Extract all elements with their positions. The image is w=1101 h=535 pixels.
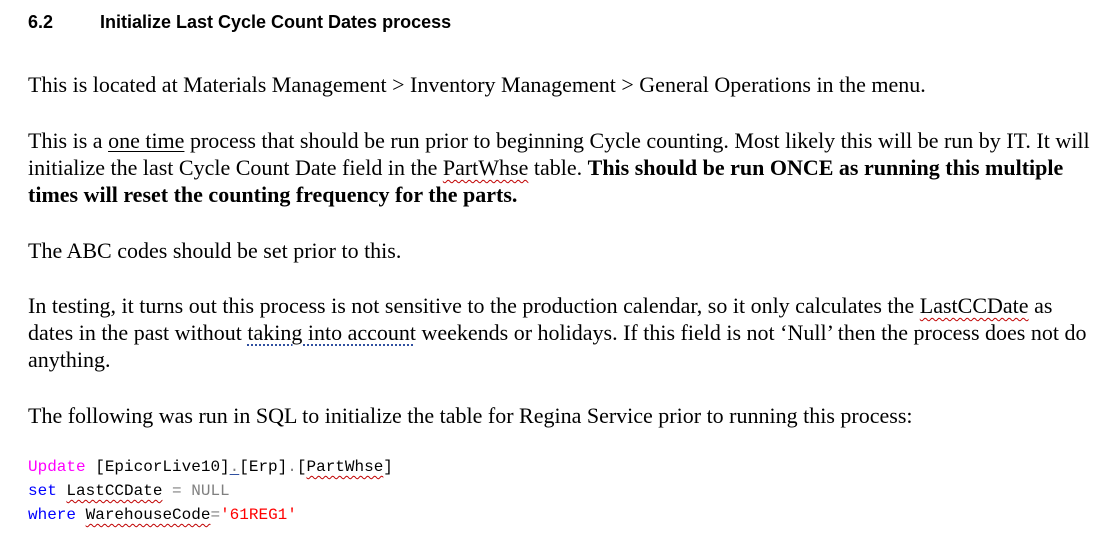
- paragraph-testing-notes: [28, 292, 1098, 373]
- sql-operator: =: [162, 482, 192, 500]
- sql-keyword: Update: [28, 458, 86, 476]
- sql-keyword: set: [28, 482, 57, 500]
- sql-space: [76, 506, 86, 524]
- paragraph-text: table.: [528, 155, 588, 180]
- paragraph-text: as dates in the past without: [28, 293, 1053, 345]
- sql-space: [57, 482, 67, 500]
- sql-line-set: [28, 479, 393, 503]
- paragraph-menu-location: This is located at Materials Management > Inventory Management > General Operations in the menu.: [28, 72, 926, 97]
- bold-warning-text: This should be run ONCE as running this multiple times will reset the counting frequency for the parts.: [28, 155, 1064, 207]
- paragraph-abc-codes: The ABC codes should be set prior to this.: [28, 238, 402, 263]
- sql-null: NULL: [191, 482, 230, 500]
- sql-dot: .: [287, 458, 297, 476]
- section-number: 6.2: [28, 12, 54, 32]
- sql-keyword: where: [28, 506, 77, 524]
- sql-string: '61REG1': [220, 506, 297, 524]
- section-heading: [28, 12, 451, 33]
- sql-schema: [Erp]: [239, 458, 288, 476]
- sql-bracket: ]: [383, 458, 393, 476]
- paragraph-text: This is a: [28, 128, 109, 153]
- sql-dot: .: [229, 458, 240, 476]
- table-name-text: PartWhse: [442, 155, 529, 180]
- sql-table: PartWhse: [306, 458, 384, 476]
- paragraph-text: process that should be run prior to beginning Cycle counting. Most likely this will be run by IT. It will initialize the last Cycle Count Date field in the: [28, 128, 1090, 180]
- grammar-flagged-text: taking into account: [247, 320, 416, 345]
- paragraph-sql-intro: The following was run in SQL to initialize the table for Regina Service prior to running this process:: [28, 403, 913, 428]
- sql-database: [EpicorLive10]: [95, 458, 230, 476]
- sql-bracket: [: [296, 458, 307, 476]
- paragraph-text: weekends or holidays. If this field is not ‘Null’ then the process does not do anything.: [28, 320, 1087, 372]
- underlined-text: one time: [108, 128, 185, 153]
- sql-code-block: [28, 455, 393, 527]
- sql-column: LastCCDate: [66, 482, 163, 500]
- sql-line-update: [28, 455, 393, 479]
- sql-line-where: [28, 503, 393, 527]
- sql-operator: =: [210, 506, 221, 524]
- field-name-text: LastCCDate: [919, 293, 1029, 318]
- sql-column: WarehouseCode: [85, 506, 211, 524]
- paragraph-text: In testing, it turns out this process is not sensitive to the production calendar, so it only calculates the: [28, 293, 920, 318]
- section-title: Initialize Last Cycle Count Dates process: [100, 12, 452, 32]
- sql-space: [86, 458, 96, 476]
- paragraph-one-time-process: [28, 127, 1098, 208]
